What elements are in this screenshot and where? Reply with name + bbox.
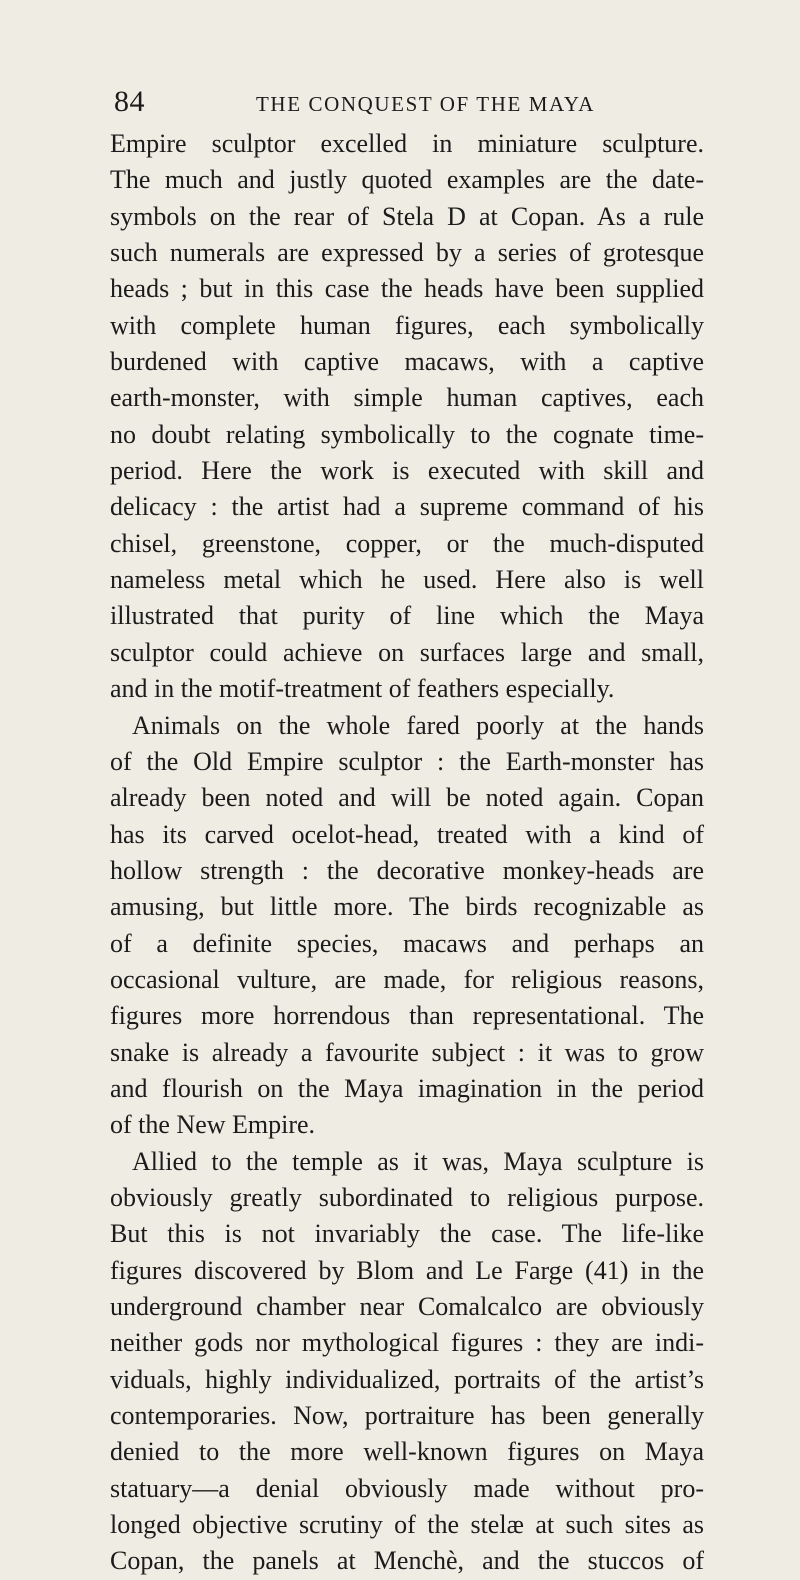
text-line: illustrated that purity of line which the Maya <box>110 601 704 631</box>
text-line: of a definite species, macaws and perhaps an <box>110 928 704 958</box>
text-line: Allied to the temple as it was, Maya sculpture is <box>132 1146 704 1176</box>
text-line: longed objective scrutiny of the stelæ at such sites as <box>110 1510 704 1540</box>
text-line: statuary—a denial obviously made without pro- <box>110 1473 704 1503</box>
text-line: and in the motif-treatment of feathers especially. <box>110 674 615 704</box>
text-line: Empire sculptor excelled in miniature sculpture. <box>110 129 704 158</box>
text-line: no doubt relating symbolically to the cognate time- <box>110 419 704 449</box>
text-line: amusing, but little more. The birds recognizable as <box>110 892 704 922</box>
text-line: contemporaries. Now, portraiture has been generally <box>110 1401 704 1431</box>
text-line: Animals on the whole fared poorly at the hands <box>132 710 704 740</box>
text-line: burdened with captive macaws, with a captive <box>110 347 704 377</box>
text-line: such numerals are expressed by a series of grotesque <box>110 238 704 268</box>
body-text <box>110 126 704 1580</box>
text-line: with complete human figures, each symbolically <box>110 310 704 340</box>
text-line: of the New Empire. <box>110 1110 316 1140</box>
text-line: neither gods nor mythological figures : they are indi- <box>110 1328 704 1358</box>
page-number: 84 <box>114 85 145 118</box>
text-line: figures discovered by Blom and Le Farge (41) in the <box>110 1255 704 1285</box>
text-line: obviously greatly subordinated to religious purpose. <box>110 1182 704 1212</box>
text-line: symbols on the rear of Stela D at Copan. As a rule <box>110 201 704 231</box>
text-line: and flourish on the Maya imagination in the period <box>110 1073 704 1103</box>
text-line: already been noted and will be noted again. Copan <box>110 783 704 813</box>
text-line: delicacy : the artist had a supreme command of his <box>110 492 704 522</box>
text-line: occasional vulture, are made, for religious reasons, <box>110 964 704 994</box>
running-title: THE CONQUEST OF THE MAYA <box>256 92 596 116</box>
text-line: sculptor could achieve on surfaces large and small, <box>110 637 704 667</box>
text-line: But this is not invariably the case. The life-like <box>110 1219 704 1249</box>
running-head <box>114 82 704 122</box>
text-line: chisel, greenstone, copper, or the much-disputed <box>110 528 704 558</box>
text-line: period. Here the work is executed with skill and <box>110 456 704 486</box>
text-line: denied to the more well-known figures on Maya <box>110 1437 704 1467</box>
text-line: viduals, highly individualized, portraits of the artist’s <box>110 1364 704 1394</box>
text-line: heads ; but in this case the heads have been supplied <box>110 274 704 304</box>
text-line: hollow strength : the decorative monkey-heads are <box>110 855 704 885</box>
text-line: Copan, the panels at Menchè, and the stuccos of <box>110 1546 704 1576</box>
text-line: nameless metal which he used. Here also is well <box>110 565 704 595</box>
text-line: underground chamber near Comalcalco are obviously <box>110 1292 704 1321</box>
text-line: of the Old Empire sculptor : the Earth-monster has <box>110 746 704 776</box>
text-line: earth-monster, with simple human captives, each <box>110 383 704 413</box>
text-line: figures more horrendous than representational. The <box>110 1001 704 1031</box>
text-line: snake is already a favourite subject : it was to grow <box>110 1037 704 1067</box>
text-line: has its carved ocelot-head, treated with a kind of <box>110 819 704 849</box>
text-line: The much and justly quoted examples are the date- <box>110 165 704 195</box>
